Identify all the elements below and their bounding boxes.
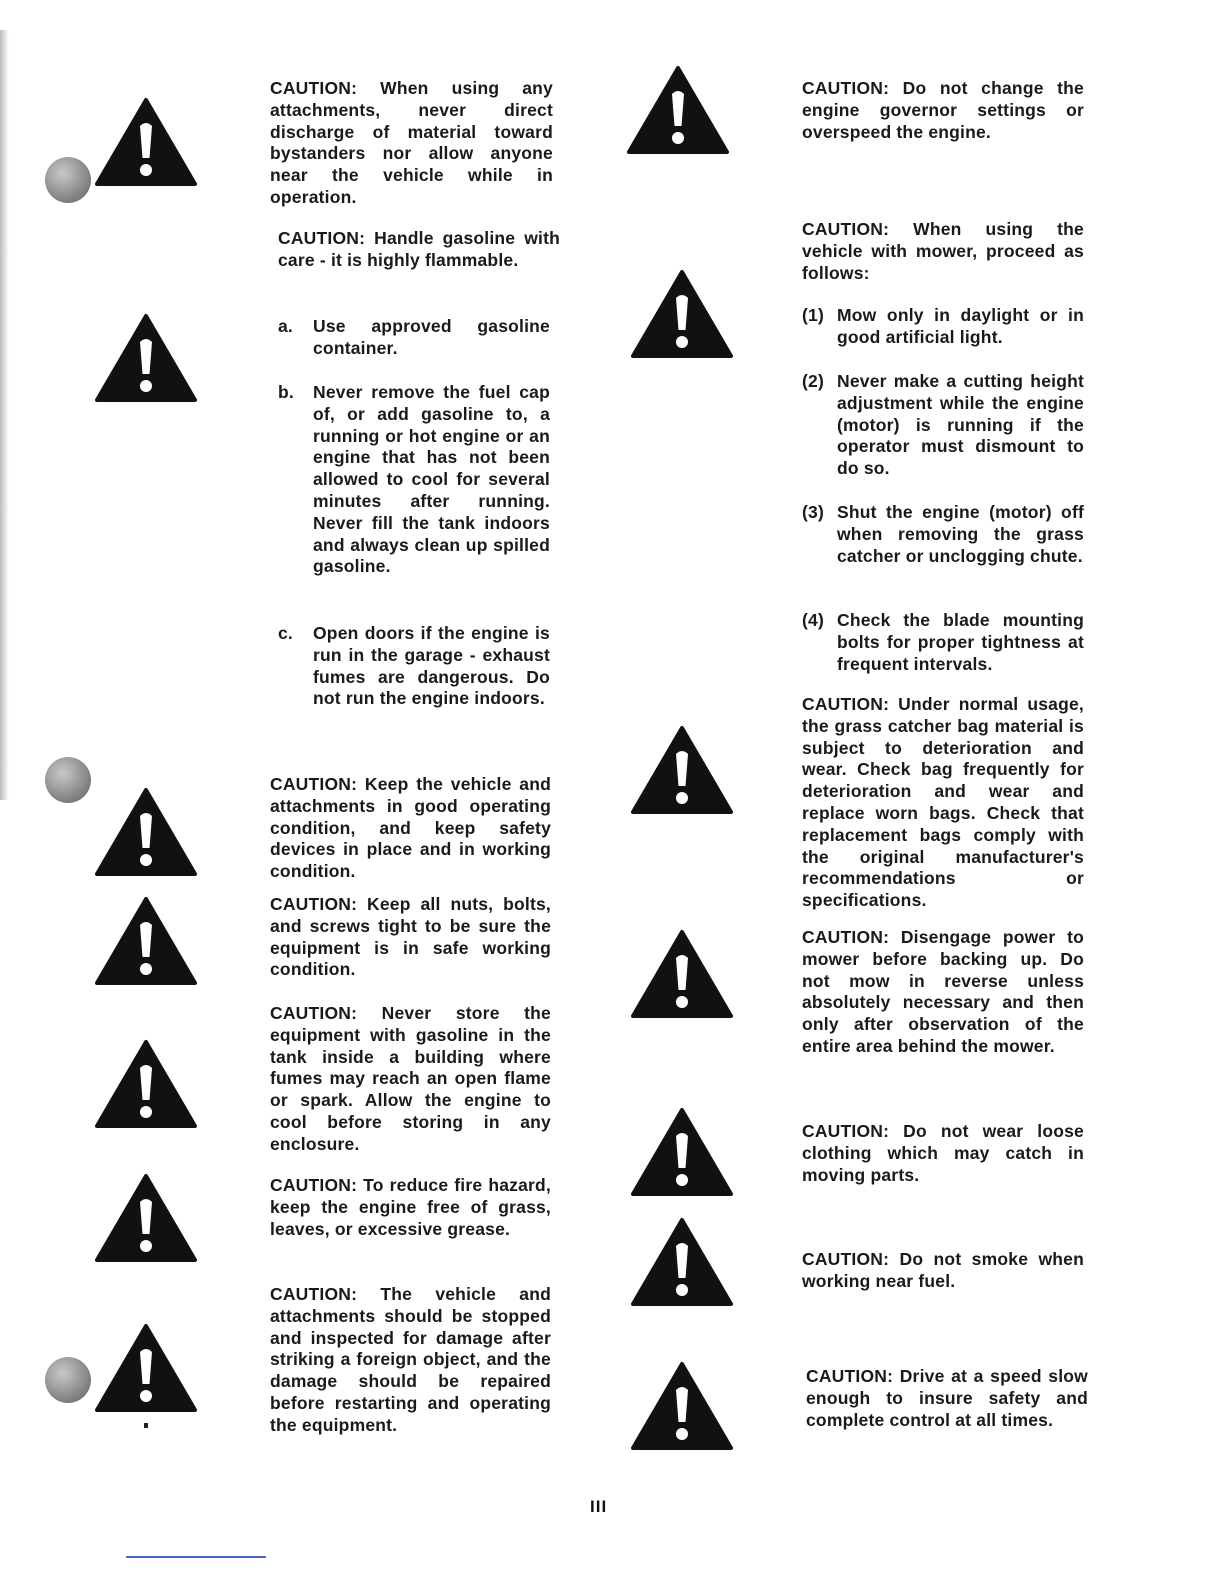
warning-triangle-icon [630,928,734,1020]
list-item-text: Check the blade mounting bolts for proper tightness at frequent intervals. [837,610,1084,674]
warning-triangle-icon [94,312,198,404]
list-item-text: Use approved gasoline container. [313,316,550,358]
list-item-label: a. [278,316,293,336]
list-item-text: Never make a cutting height adjustment while the engine (motor) is running if the operator must dismount to do so. [837,371,1084,479]
warning-triangle-icon [630,1106,734,1198]
warning-triangle-icon [94,895,198,987]
warning-triangle-icon [94,1038,198,1130]
list-item-label: b. [278,382,294,402]
list-item-text: Never remove the fuel cap of, or add gasoline to, a running or hot engine or an engine that has not been allowed to cool for several minutes after running. Never fill the tank indoors and always clean up spilled gasoline. [313,382,550,577]
warning-triangle-icon [94,1172,198,1264]
list-item-label: (1) [802,305,824,325]
caution-text: CAUTION: Keep all nuts, bolts, and screws tight to be sure the equipment is in safe working condition. [270,894,551,980]
warning-triangle-icon [630,1360,734,1452]
warning-triangle-icon [94,96,198,188]
stray-mark [144,1423,148,1428]
warning-triangle-icon [630,1216,734,1308]
list-item-text: Open doors if the engine is run in the garage - exhaust fumes are dangerous. Do not run the engine indoors. [313,623,550,709]
list-item-label: (3) [802,502,824,522]
binder-margin [0,30,9,800]
punch-hole [45,1357,91,1403]
list-item-text: Shut the engine (motor) off when removing the grass catcher or unclogging chute. [837,502,1084,566]
caution-text: CAUTION: Do not smoke when working near fuel. [802,1249,1084,1291]
punch-hole [45,757,91,803]
warning-triangle-icon [626,64,730,156]
caution-text: CAUTION: Never store the equipment with gasoline in the tank inside a building where fumes may reach an open flame or spark. Allow the engine to cool before storing in any enclosure. [270,1003,551,1154]
caution-text: CAUTION: Keep the vehicle and attachments in good operating condition, and keep safety devices in place and in working condition. [270,774,551,882]
caution-text: CAUTION: Do not change the engine governor settings or overspeed the engine. [802,78,1084,142]
warning-triangle-icon [94,1322,198,1414]
page-number: III [590,1497,608,1516]
caution-text: CAUTION: Do not wear loose clothing which may catch in moving parts. [802,1121,1084,1185]
caution-text: CAUTION: Under normal usage, the grass catcher bag material is subject to deterioration and wear. Check bag frequently for deterioration and wear and replace worn bags. Check that replacement bags comply with the original manufacturer's recommendations or specifications. [802,694,1084,911]
list-item-text: Mow only in daylight or in good artificial light. [837,305,1084,347]
caution-text: CAUTION: Disengage power to mower before backing up. Do not mow in reverse unless absolutely necessary and then only after observation of the entire area behind the mower. [802,927,1084,1056]
footer-rule [126,1556,266,1558]
caution-text: CAUTION: The vehicle and attachments should be stopped and inspected for damage after striking a foreign object, and the damage should be repaired before restarting and operating the equipment. [270,1284,551,1435]
list-item-label: (2) [802,371,824,391]
warning-triangle-icon [94,786,198,878]
caution-text: CAUTION: Handle gasoline with care - it is highly flammable. [278,228,560,270]
caution-text: CAUTION: Drive at a speed slow enough to insure safety and complete control at all times. [806,1366,1088,1430]
list-item-label: (4) [802,610,824,630]
caution-text: CAUTION: When using any attachments, never direct discharge of material toward bystanders nor allow anyone near the vehicle while in operation. [270,78,553,207]
caution-text: CAUTION: When using the vehicle with mower, proceed as follows: [802,219,1084,283]
punch-hole [45,157,91,203]
caution-text: CAUTION: To reduce fire hazard, keep the engine free of grass, leaves, or excessive grease. [270,1175,551,1239]
warning-triangle-icon [630,724,734,816]
list-item-label: c. [278,623,293,643]
warning-triangle-icon [630,268,734,360]
